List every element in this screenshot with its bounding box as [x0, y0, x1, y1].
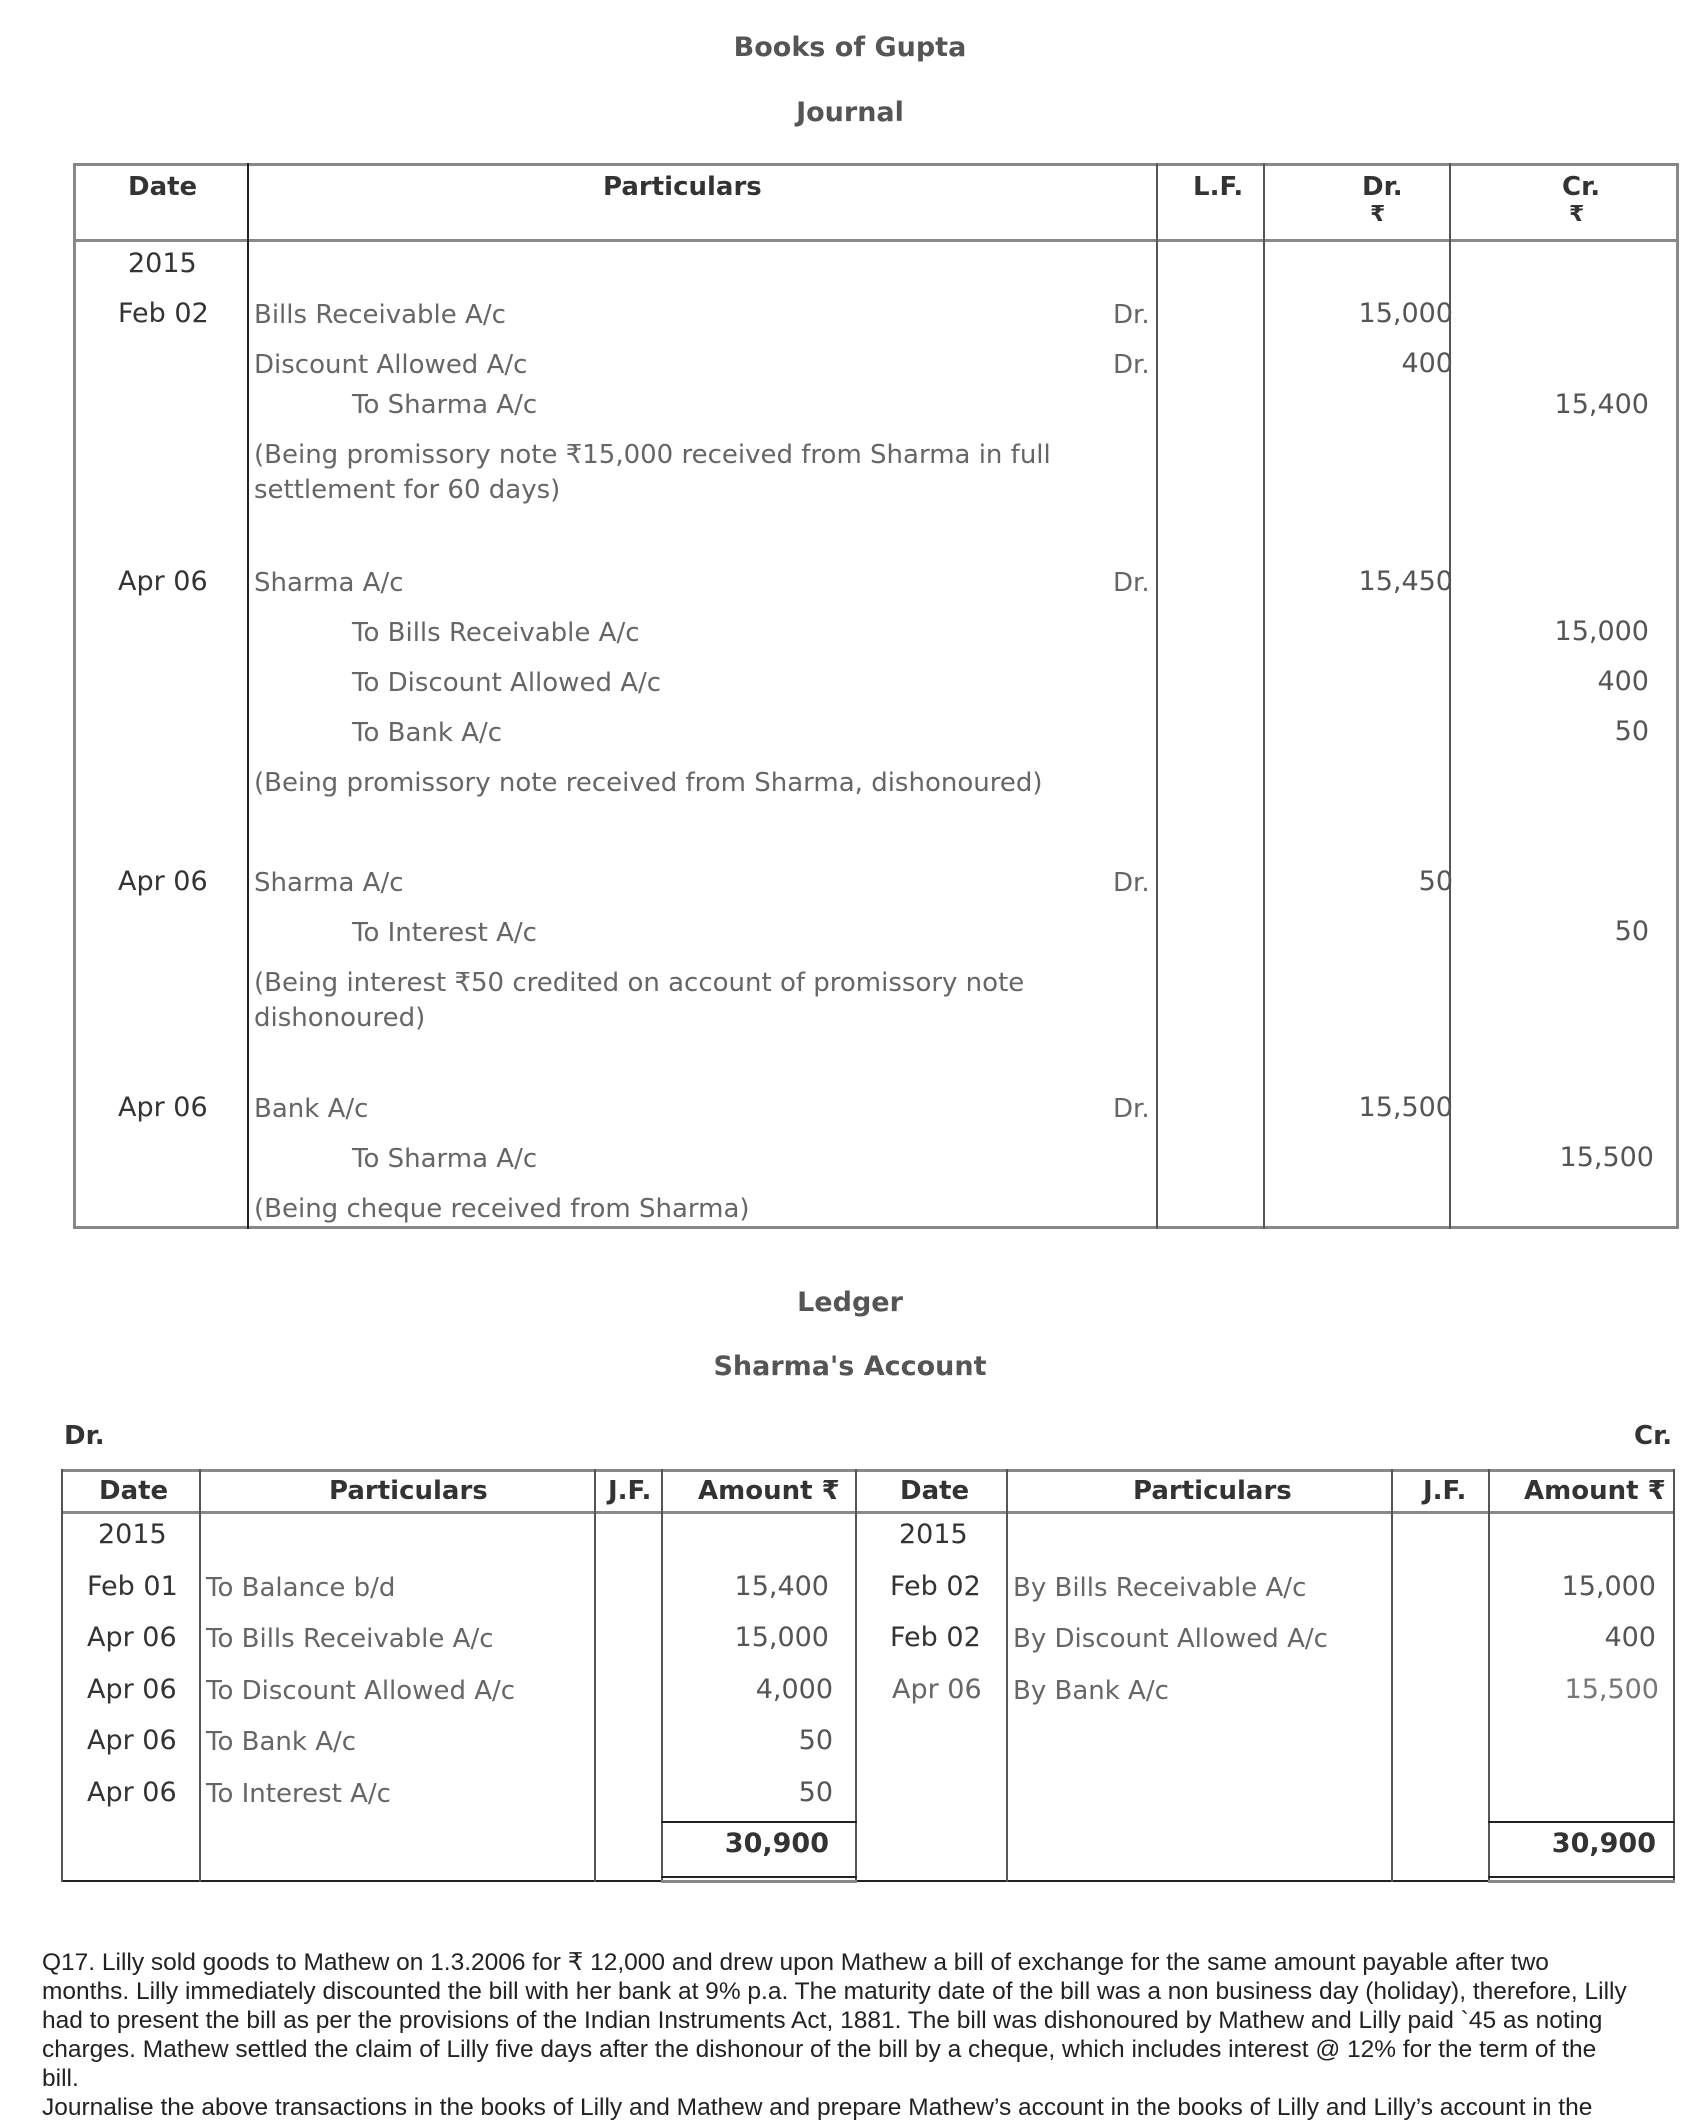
ledger-header-amount: Amount ₹	[1524, 1476, 1666, 1506]
row-particulars: To Interest A/c	[206, 1779, 391, 1809]
ledger-title: Ledger	[797, 1287, 903, 1318]
debit-amount: 400	[1401, 348, 1453, 379]
row-particulars: By Discount Allowed A/c	[1013, 1624, 1328, 1654]
row-date: Apr 06	[87, 1725, 177, 1756]
debit-account: Bills Receivable A/c	[254, 300, 506, 330]
credit-account: To Sharma A/c	[352, 1144, 538, 1174]
narration: (Being promissory note received from Sharma, dishonoured)	[254, 768, 1043, 798]
credit-amount: 50	[1614, 916, 1649, 947]
entry-date: Apr 06	[118, 566, 208, 597]
question-line: Q17. Lilly sold goods to Mathew on 1.3.2006 for ₹ 12,000 and drew upon Mathew a bill of exchange for the same amount payable after two	[42, 1949, 1549, 1976]
journal-header-lf: L.F.	[1193, 172, 1244, 202]
row-particulars: To Bank A/c	[206, 1727, 357, 1757]
rupee-icon: ₹	[1569, 202, 1585, 227]
narration: (Being interest ₹50 credited on account of promissory note	[254, 968, 1025, 998]
ledger-dr-label: Dr.	[64, 1421, 105, 1451]
row-amount: 15,000	[1561, 1571, 1656, 1602]
ledger-header-jf: J.F.	[1423, 1476, 1467, 1506]
question-line: had to present the bill as per the provisions of the Indian Instruments Act, 1881. The bill was dishonoured by Mathew and Lilly paid `45 as noting	[42, 2007, 1603, 2034]
row-date: Apr 06	[87, 1674, 177, 1705]
dr-marker: Dr.	[1113, 350, 1150, 380]
row-date: Feb 01	[87, 1571, 178, 1602]
row-amount: 15,500	[1564, 1674, 1659, 1705]
ledger-header-date: Date	[900, 1476, 970, 1506]
credit-account: To Discount Allowed A/c	[352, 668, 662, 698]
ledger-cr-label: Cr.	[1634, 1421, 1673, 1451]
credit-amount: 15,400	[1554, 389, 1649, 420]
row-particulars: By Bank A/c	[1013, 1676, 1169, 1706]
row-particulars: To Balance b/d	[206, 1573, 396, 1603]
journal-year: 2015	[128, 248, 197, 279]
debit-total: 30,900	[724, 1828, 829, 1859]
debit-amount: 15,500	[1358, 1092, 1453, 1123]
dr-marker: Dr.	[1113, 1094, 1150, 1124]
debit-account: Discount Allowed A/c	[254, 350, 528, 380]
question-line: months. Lilly immediately discounted the bill with her bank at 9% p.a. The maturity date of the bill was a non business day (holiday), therefore, Lilly	[42, 1978, 1627, 2005]
row-amount: 50	[798, 1725, 833, 1756]
journal-header-date: Date	[128, 172, 198, 202]
journal-header-particulars: Particulars	[603, 172, 762, 202]
debit-amount: 15,000	[1358, 298, 1453, 329]
dr-marker: Dr.	[1113, 300, 1150, 330]
credit-amount: 15,500	[1559, 1142, 1654, 1173]
row-amount: 15,400	[734, 1571, 829, 1602]
ledger-year: 2015	[98, 1519, 167, 1550]
row-amount: 400	[1604, 1622, 1656, 1653]
credit-amount: 400	[1597, 666, 1649, 697]
dr-marker: Dr.	[1113, 868, 1150, 898]
dr-marker: Dr.	[1113, 568, 1150, 598]
row-amount: 4,000	[755, 1674, 833, 1705]
debit-account: Sharma A/c	[254, 568, 404, 598]
credit-account: To Sharma A/c	[352, 390, 538, 420]
row-date: Apr 06	[87, 1622, 177, 1653]
entry-date: Apr 06	[118, 1092, 208, 1123]
narration: (Being cheque received from Sharma)	[254, 1194, 750, 1224]
debit-account: Sharma A/c	[254, 868, 404, 898]
row-particulars: To Bills Receivable A/c	[206, 1624, 494, 1654]
credit-account: To Interest A/c	[352, 918, 537, 948]
credit-amount: 50	[1614, 716, 1649, 747]
ledger-header-particulars: Particulars	[1133, 1476, 1292, 1506]
ledger-header-amount: Amount ₹	[698, 1476, 840, 1506]
row-amount: 50	[798, 1777, 833, 1808]
debit-amount: 50	[1418, 866, 1453, 897]
credit-total: 30,900	[1551, 1828, 1656, 1859]
ledger-header-particulars: Particulars	[329, 1476, 488, 1506]
ledger-year: 2015	[899, 1519, 968, 1550]
narration: dishonoured)	[254, 1003, 426, 1033]
row-date: Apr 06	[87, 1777, 177, 1808]
ledger-header-jf: J.F.	[608, 1476, 652, 1506]
row-date: Feb 02	[890, 1622, 981, 1653]
account-title: Sharma's Account	[713, 1351, 987, 1382]
book-title: Books of Gupta	[733, 32, 967, 63]
row-amount: 15,000	[734, 1622, 829, 1653]
row-particulars: To Discount Allowed A/c	[206, 1676, 516, 1706]
rupee-icon: ₹	[1370, 202, 1386, 227]
debit-account: Bank A/c	[254, 1094, 369, 1124]
credit-account: To Bills Receivable A/c	[352, 618, 640, 648]
row-date: Feb 02	[890, 1571, 981, 1602]
credit-account: To Bank A/c	[352, 718, 503, 748]
entry-date: Feb 02	[118, 298, 209, 329]
credit-amount: 15,000	[1554, 616, 1649, 647]
journal-header-cr: Cr.	[1562, 172, 1601, 202]
row-particulars: By Bills Receivable A/c	[1013, 1573, 1307, 1603]
narration: settlement for 60 days)	[254, 475, 561, 505]
question-line: bill.	[42, 2065, 79, 2092]
question-line: Journalise the above transactions in the books of Lilly and Mathew and prepare Mathew’s account in the books of Lilly and Lilly’s account in the	[42, 2094, 1593, 2121]
journal-title: Journal	[796, 97, 904, 128]
journal-header-dr: Dr.	[1362, 172, 1403, 202]
narration: (Being promissory note ₹15,000 received from Sharma in full	[254, 440, 1051, 470]
entry-date: Apr 06	[118, 866, 208, 897]
question-line: charges. Mathew settled the claim of Lilly five days after the dishonour of the bill by a cheque, which includes interest @ 12% for the term of the	[42, 2036, 1597, 2063]
row-date: Apr 06	[892, 1674, 982, 1705]
debit-amount: 15,450	[1358, 566, 1453, 597]
ledger-header-date: Date	[99, 1476, 169, 1506]
